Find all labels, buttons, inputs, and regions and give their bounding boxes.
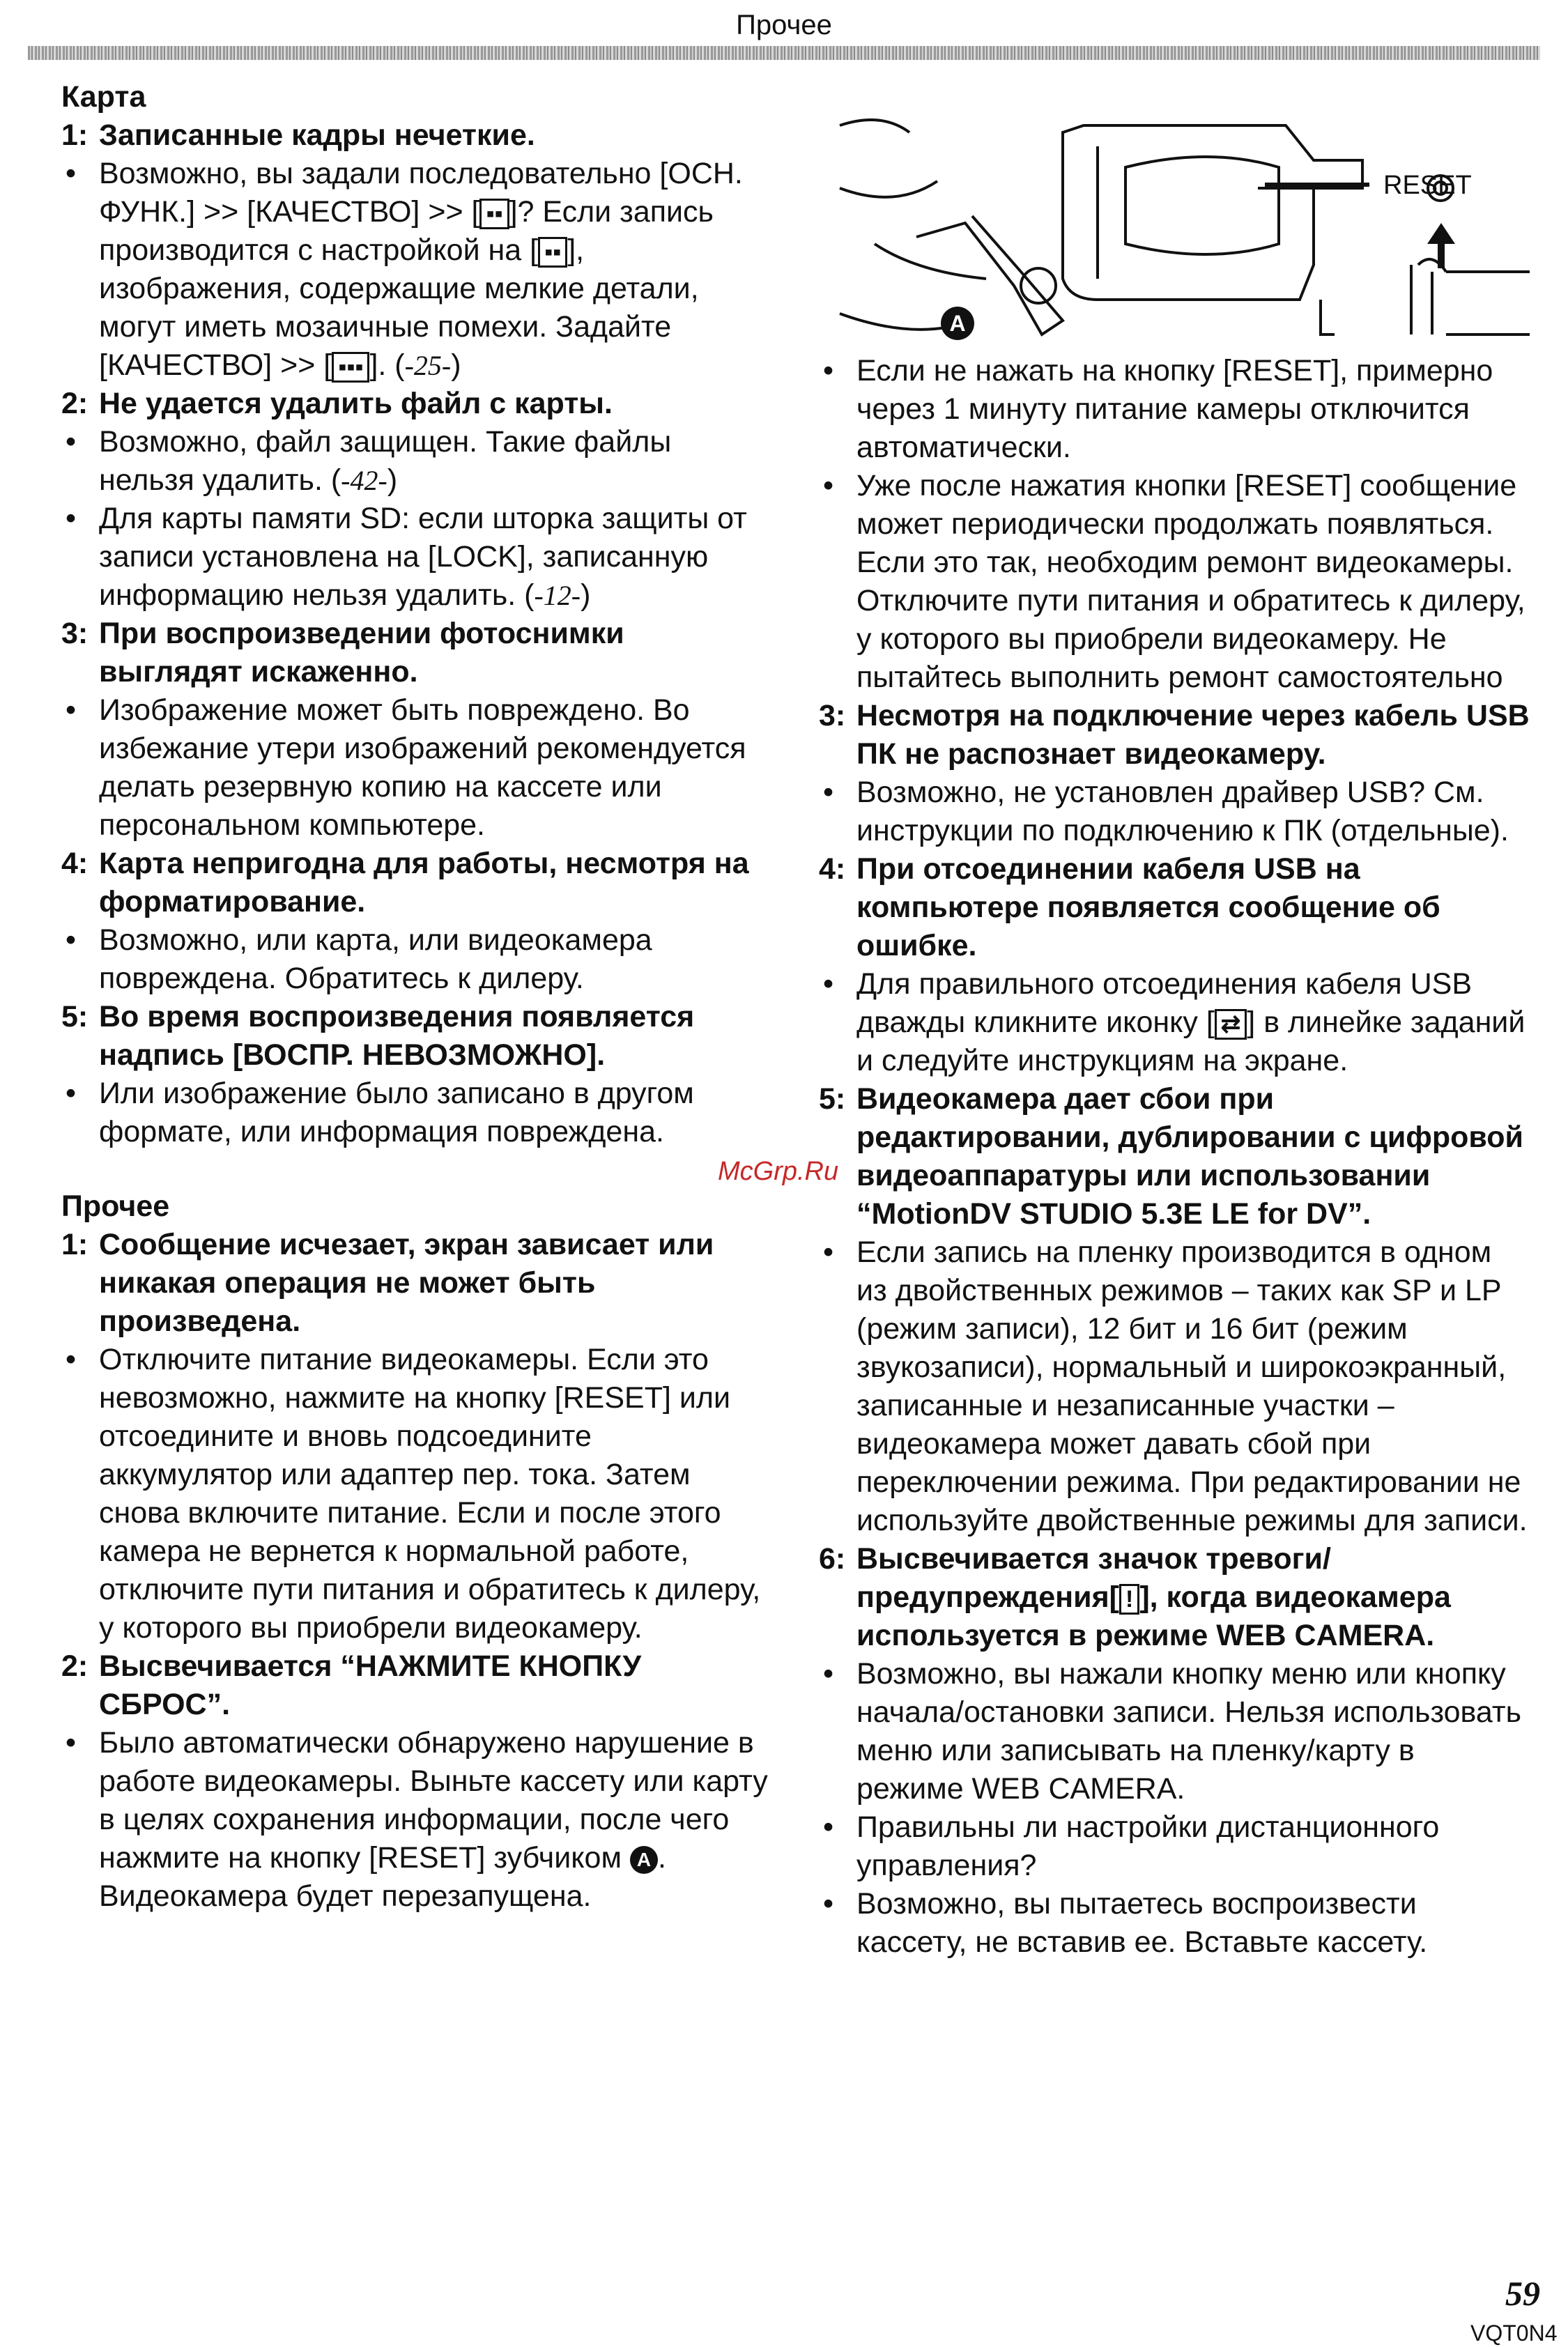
bullet-text: Возможно, или карта, или видеокамера повреждена. Обратитесь к дилеру. [99, 923, 652, 995]
bullet-text: Возможно, вы пытаетесь воспроизвести кассету, не вставив ее. Вставьте кассету. [856, 1887, 1428, 1959]
callout-a-icon: A [630, 1846, 658, 1874]
quality-fine-icon: ▪▪▪ [332, 352, 369, 383]
section-title-card: Карта [61, 80, 146, 114]
card-item-2 [61, 385, 772, 615]
other-item-3 [819, 697, 1530, 850]
right-column [819, 352, 1530, 1962]
item-title: Видеокамера дает сбои при редактировании, дублировании с цифровой видеоаппаратуры или использовании “MotionDV STUDIO 5.3E LE for DV”. [856, 1082, 1523, 1231]
item-number: 4: [819, 852, 846, 886]
bullet-dot: • [823, 776, 834, 809]
callout-a-marker: A [941, 307, 974, 340]
card-item-4 [61, 845, 772, 998]
item-number: 5: [61, 1000, 89, 1033]
bullet-dot: • [823, 354, 834, 387]
item-number: 4: [61, 847, 89, 880]
bullet-text: Возможно, вы нажали кнопку меню или кнопку начала/остановки записи. Нельзя использовать меню или записывать на пленку/карту в режиме WEB CAMERA. [856, 1657, 1521, 1806]
item-title: Высвечивается “НАЖМИТЕ КНОПКУ СБРОС”. [99, 1649, 642, 1721]
bullet-dot: • [823, 1810, 834, 1844]
bullet-text: Правильны ли настройки дистанционного управления? [856, 1810, 1440, 1882]
site-watermark: McGrp.Ru [718, 1157, 839, 1186]
card-item-3 [61, 615, 772, 845]
bullet-text: Уже после нажатия кнопки [RESET] сообщение может периодически продолжать появляться. Если это так, необходим ремонт видеокамеры. Отключите пути питания и обратитесь к дилеру, у которого вы приобрели видеокамеру. Не пытайтесь выполнить ремонт самостоятельно [856, 469, 1525, 694]
item-number: 3: [61, 617, 89, 650]
item-number: 6: [819, 1542, 846, 1576]
card-item-1 [61, 116, 772, 385]
bullet-dot: • [823, 967, 834, 1001]
item-title: При воспроизведении фотоснимки выглядят искаженно. [99, 617, 624, 688]
section-title-other: Прочее [61, 1190, 170, 1223]
bullet-text: Для правильного отсоединения кабеля USB дважды кликните иконку [ ⇄ ] в линейке заданий и следуйте инструкциям на экране. [856, 967, 1525, 1077]
bullet-text: Отключите питание видеокамеры. Если это невозможно, нажмите на кнопку [RESET] или отсоедините и вновь подсоедините аккумулятор или адаптер пер. тока. Затем снова включите питание. Если и после этого камера не вернется к нормальной работе, отключите пути питания и обратитесь к дилеру, у которого вы приобрели видеокамеру. [99, 1343, 761, 1645]
item-number: 3: [819, 699, 846, 732]
page-reference: -12- [534, 580, 581, 611]
header-rule [28, 46, 1540, 60]
other-item-4 [819, 850, 1530, 1080]
bullet-dot: • [823, 1236, 834, 1269]
item-title: Во время воспроизведения появляется надпись [ВОСПР. НЕВОЗМОЖНО]. [99, 1000, 695, 1072]
bullet-text: Если не нажать на кнопку [RESET], примерно через 1 минуту питание камеры отключится автоматически. [856, 354, 1493, 464]
warning-icon: ! [1119, 1584, 1139, 1615]
item-title: Сообщение исчезает, экран зависает или никакая операция не может быть произведена. [99, 1228, 714, 1338]
page-reference: -42- [341, 465, 387, 496]
quality-normal-icon: ▪▪ [538, 237, 567, 268]
left-column [61, 78, 772, 1916]
item-number: 2: [61, 1649, 89, 1683]
bullet-dot: • [66, 1726, 77, 1760]
item-title: Карта непригодна для работы, несмотря на форматирование. [99, 847, 749, 918]
bullet-dot: • [66, 1077, 77, 1110]
camera-reset-illustration [833, 105, 1537, 341]
page-reference: -25- [404, 350, 452, 381]
bullet-text: Возможно, файл защищен. Такие файлы нельзя удалить. (-42-) [99, 425, 672, 497]
reset-label: RESET [1383, 171, 1472, 200]
other-item-2 [61, 1647, 772, 1916]
bullet-text: Изображение может быть повреждено. Во избежание утери изображений рекомендуется делать резервную копию на кассете или персональном компьютере. [99, 693, 746, 842]
item-title: Несмотря на подключение через кабель USB ПК не распознает видеокамеру. [856, 699, 1530, 771]
bullet-dot: • [66, 157, 77, 190]
page-number: 59 [1505, 2274, 1540, 2313]
bullet-dot: • [66, 502, 77, 535]
item-number: 1: [61, 1228, 89, 1261]
item-title: Высвечивается значок тревоги/ предупреждения[ ! ], когда видеокамера используется в режиме WEB CAMERA. [856, 1542, 1451, 1652]
bullet-text: Для карты памяти SD: если шторка защиты от записи установлена на [LOCK], записанную информацию нельзя удалить. (-12-) [99, 502, 747, 612]
card-item-5 [61, 998, 772, 1151]
item-number: 5: [819, 1082, 846, 1116]
bullet-text: Или изображение было записано в другом формате, или информация повреждена. [99, 1077, 694, 1148]
camera-reset-figure [833, 105, 1537, 341]
quality-normal-icon: ▪▪ [479, 199, 509, 229]
bullet-dot: • [823, 1887, 834, 1921]
item-number: 2: [61, 387, 89, 420]
bullet-dot: • [823, 469, 834, 502]
safely-remove-hardware-icon: ⇄ [1215, 1009, 1247, 1040]
other-item-1 [61, 1226, 772, 1647]
item-title: Не удается удалить файл с карты. [99, 387, 613, 420]
bullet-text: Было автоматически обнаружено нарушение в работе видеокамеры. Выньте кассету или карту в целях сохранения информации, после чего нажмите на кнопку [RESET] зубчиком A . Видеокамера будет перезапущена. [99, 1726, 768, 1913]
other-item-6 [819, 1540, 1530, 1962]
bullet-dot: • [823, 1657, 834, 1691]
page-header-title: Прочее [736, 10, 832, 40]
item-number: 1: [61, 118, 89, 152]
item-title: Записанные кадры нечеткие. [99, 118, 535, 152]
item-title: При отсоединении кабеля USB на компьютере появляется сообщение об ошибке. [856, 852, 1440, 962]
bullet-text: Если запись на пленку производится в одном из двойственных режимов – таких как SP и LP (режим записи), 12 бит и 16 бит (режим звукозаписи), нормальный и широкоэкранный, записанные и незаписанные участки – видеокамера может давать сбой при переключении режима. При редактировании не используйте двойственные режимы для записи. [856, 1236, 1528, 1537]
bullet-dot: • [66, 923, 77, 957]
model-code: VQT0N4 [1470, 2321, 1558, 2346]
bullet-text: Возможно, не установлен драйвер USB? См. инструкции по подключению к ПК (отдельные). [856, 776, 1509, 847]
other-item-5 [819, 1080, 1530, 1540]
bullet-dot: • [66, 693, 77, 727]
bullet-text: Возможно, вы задали последовательно [ОСН. ФУНК.] >> [КАЧЕСТВО] >> [ ▪▪ ]? Если запись производится с настройкой на [ ▪▪ ], изображения, содержащие мелкие детали, могут иметь мозаичные помехи. Задайте [КАЧЕСТВО] >> [ ▪▪▪ ]. (-25-) [99, 157, 743, 382]
bullet-dot: • [66, 425, 77, 459]
bullet-dot: • [66, 1343, 77, 1376]
